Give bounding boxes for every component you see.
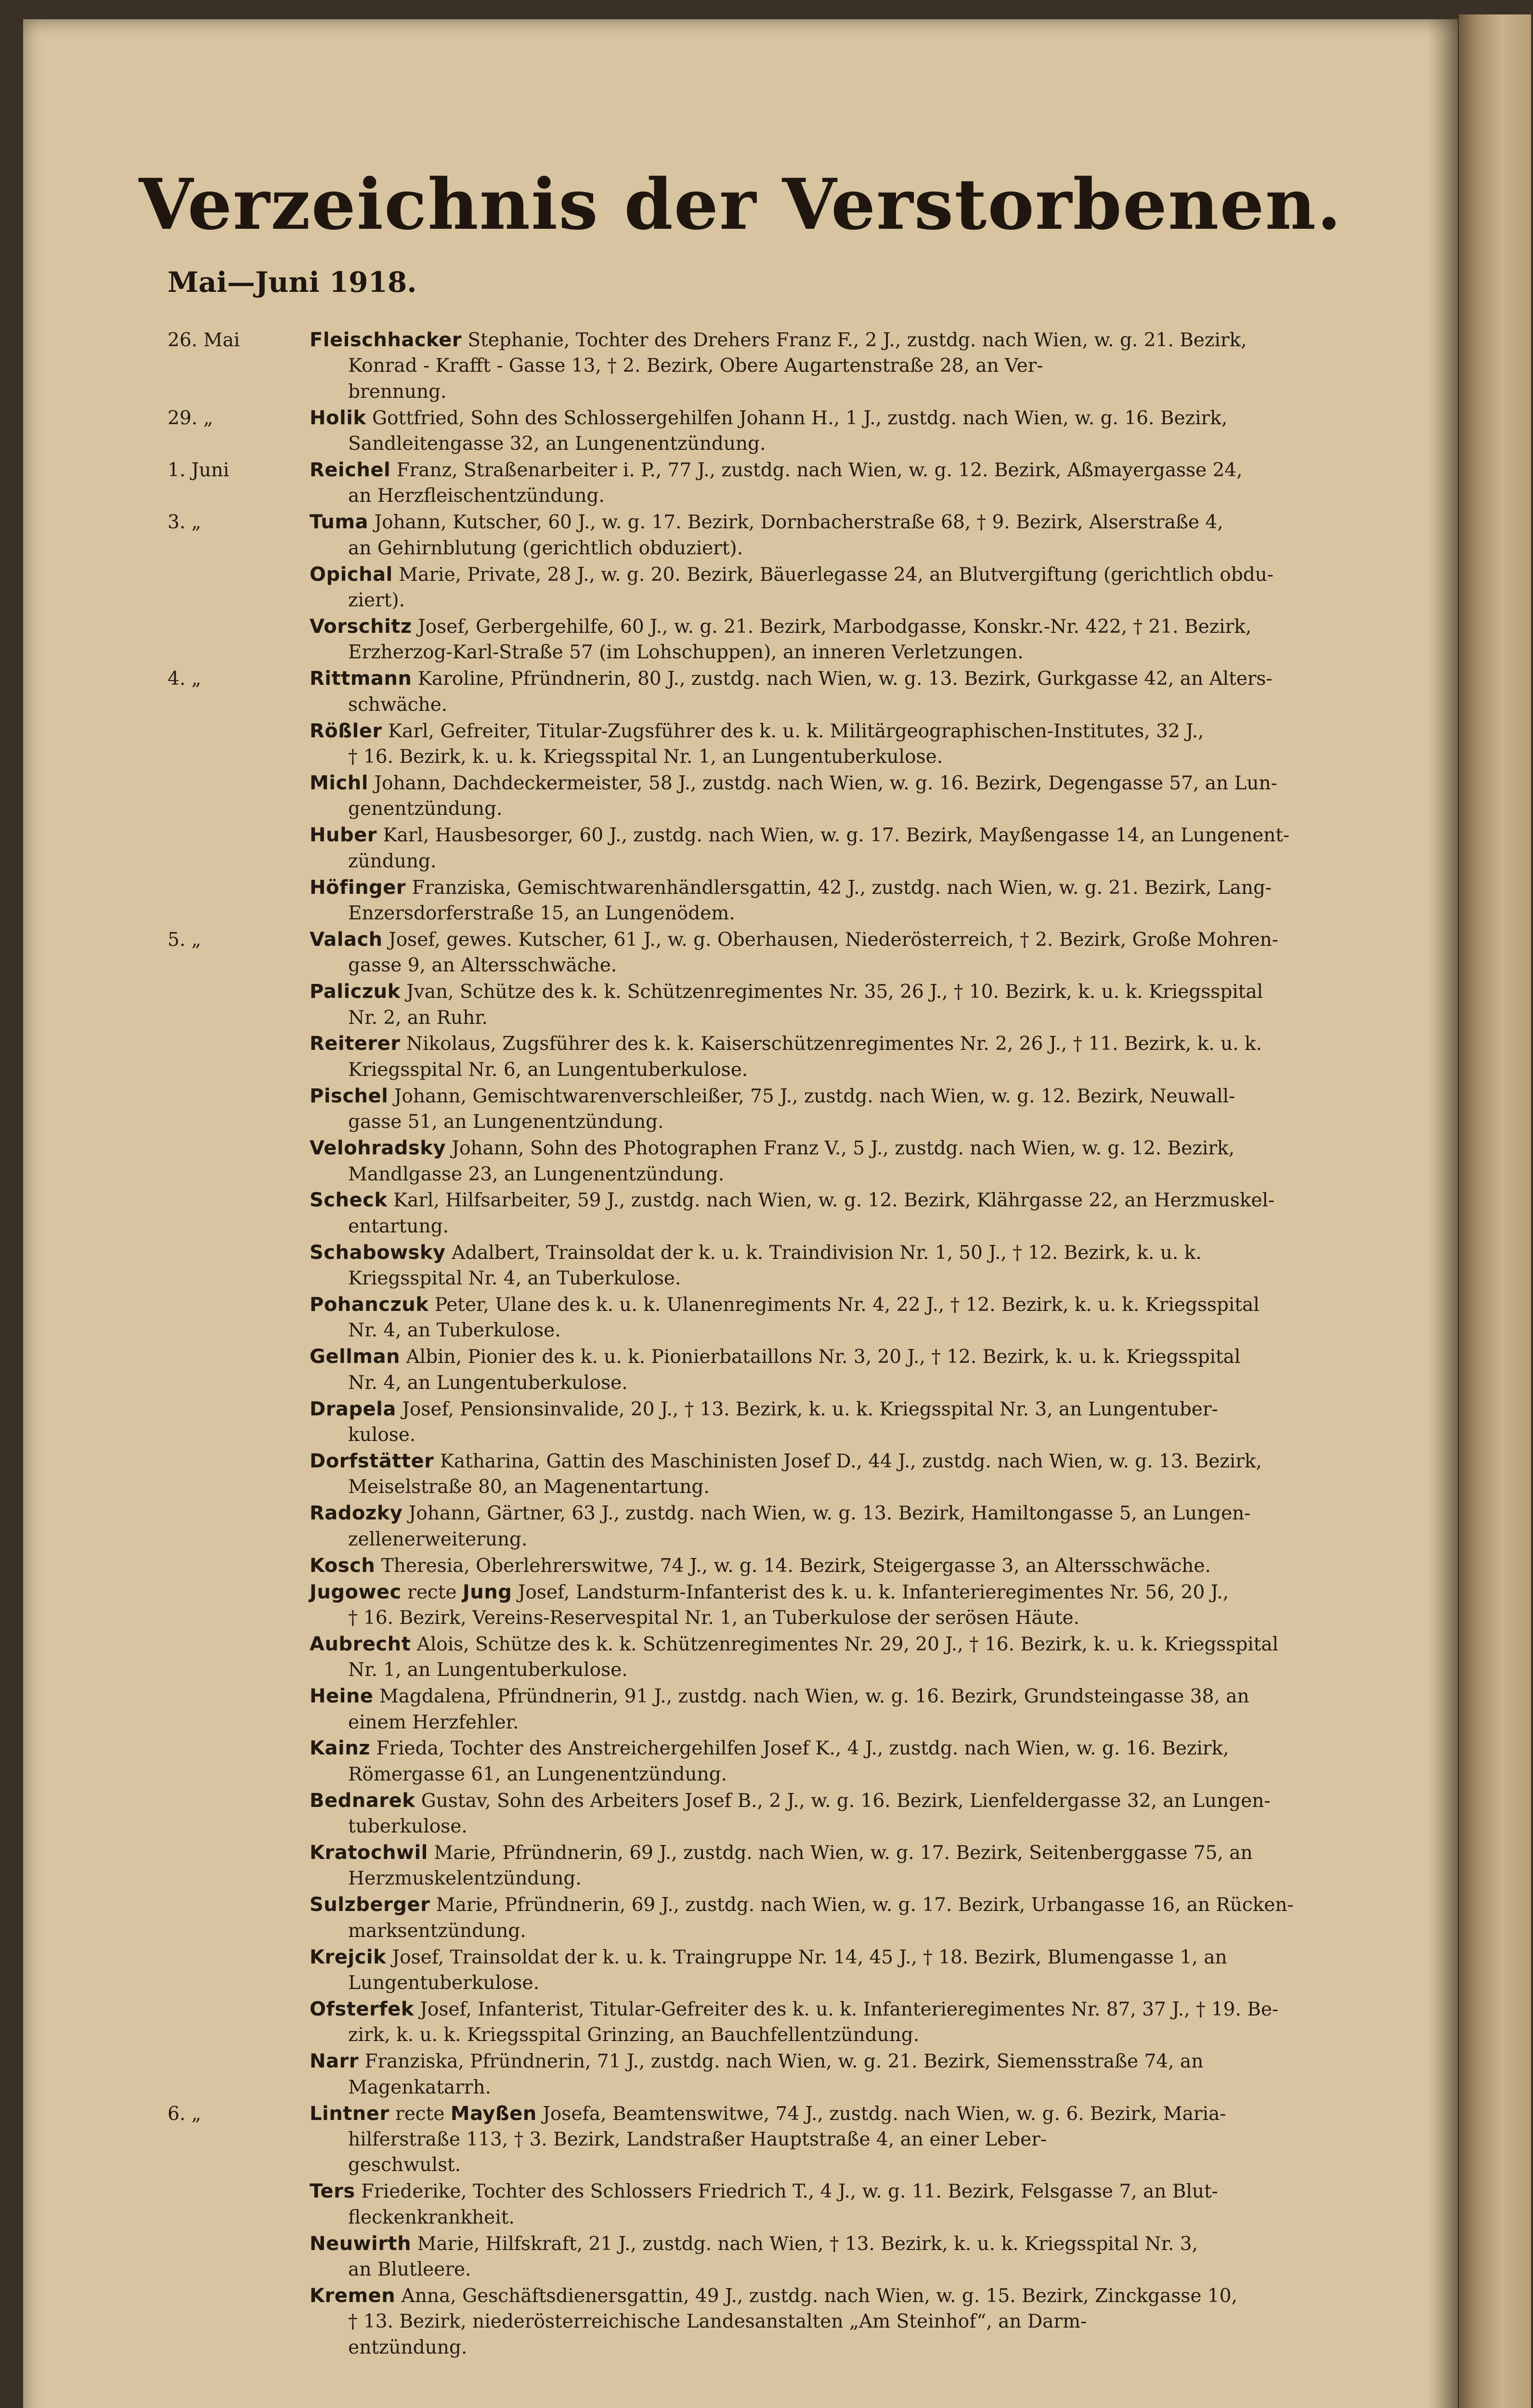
entry-text-line: Holik Gottfried, Sohn des Schlossergehilfen Johann H., 1 J., zustdg. nach Wien, w. g. 16. Bezirk, — [310, 406, 1228, 429]
entry-text-line: Kremen Anna, Geschäftsdienersgattin, 49 J., zustdg. nach Wien, w. g. 15. Bezirk, Zinckgasse 10, — [310, 2284, 1237, 2307]
register-entry — [168, 1344, 1458, 1396]
entry-surname: Jugowec — [310, 1581, 402, 1603]
entry-surname: Valach — [310, 928, 383, 951]
entry-text-line: Radozky Johann, Gärtner, 63 J., zustdg. nach Wien, w. g. 13. Bezirk, Hamiltongasse 5, an Lungen- — [310, 1502, 1251, 1525]
entry-surname: Fleischhacker — [310, 329, 462, 351]
entry-text-line: Magenkatarrh. — [348, 2076, 491, 2098]
entry-text-line: zirk, k. u. k. Kriegsspital Grinzing, an Bauchfellentzündung. — [348, 2024, 920, 2046]
entry-text-line: Krejcik Josef, Trainsoldat der k. u. k. Traingruppe Nr. 14, 45 J., † 18. Bezirk, Blumengasse 1, an — [310, 1946, 1227, 1968]
entry-surname: Reiterer — [310, 1033, 401, 1055]
entry-text-line: Drapela Josef, Pensionsinvalide, 20 J., † 13. Bezirk, k. u. k. Kriegsspital Nr. 3, an Lungentuber- — [310, 1398, 1218, 1420]
register-entry — [168, 1292, 1458, 1344]
entry-text-line: brennung. — [348, 380, 447, 403]
entry-text-line: Nr. 1, an Lungentuberkulose. — [348, 1659, 628, 1681]
register-entry — [168, 2283, 1458, 2360]
entry-text-line: Scheck Karl, Hilfsarbeiter, 59 J., zustdg. nach Wien, w. g. 12. Bezirk, Klährgasse 22, an Herzmuskel- — [310, 1189, 1275, 1212]
entry-text-line: entzündung. — [348, 2336, 468, 2358]
entry-surname: Reichel — [310, 459, 391, 482]
entry-surname: Schabowsky — [310, 1241, 446, 1264]
entry-text-line: Meiselstraße 80, an Magenentartung. — [348, 1476, 710, 1498]
register-entry — [168, 1553, 1458, 1579]
entry-text-line: † 13. Bezirk, niederösterreichische Landesanstalten „Am Steinhof“, an Darm- — [348, 2311, 1087, 2333]
entry-text-line: Sulzberger Marie, Pfründnerin, 69 J., zustdg. nach Wien, w. g. 17. Bezirk, Urbangasse 16, an Rücken- — [310, 1894, 1294, 1916]
entry-text-line: Herzmuskelentzündung. — [348, 1868, 582, 1890]
entry-text-line: Paliczuk Jvan, Schütze des k. k. Schützenregimentes Nr. 35, 26 J., † 10. Bezirk, k. u. k. Kriegsspital — [310, 981, 1263, 1003]
entry-text-line: Kosch Theresia, Oberlehrerswitwe, 74 J., w. g. 14. Bezirk, Steigergasse 3, an Altersschwäche. — [310, 1554, 1211, 1577]
entry-text-line: Schabowsky Adalbert, Trainsoldat der k. u. k. Traindivision Nr. 1, 50 J., † 12. Bezirk, k. u. k. — [310, 1241, 1202, 1264]
entry-text-line: Huber Karl, Hausbesorger, 60 J., zustdg. nach Wien, w. g. 17. Bezirk, Mayßengasse 14, an Lungenent- — [310, 824, 1290, 847]
entry-surname: Heine — [310, 1685, 374, 1708]
register-entry — [168, 510, 1458, 561]
entry-text-line: Reichel Franz, Straßenarbeiter i. P., 77 J., zustdg. nach Wien, w. g. 12. Bezirk, Aßmayergasse 24, — [310, 459, 1243, 482]
entry-surname: Sulzberger — [310, 1894, 430, 1916]
entry-text-line: einem Herzfehler. — [348, 1711, 519, 1733]
register-entry — [168, 458, 1458, 509]
entry-text-line: Lungentuberkulose. — [348, 1972, 539, 1994]
entry-surname: Opichal — [310, 563, 393, 586]
entry-surname: Aubrecht — [310, 1633, 411, 1655]
entry-text-line: Konrad - Krafft - Gasse 13, † 2. Bezirk, Obere Augartenstraße 28, an Ver- — [348, 355, 1043, 377]
entry-surname: Bednarek — [310, 1789, 416, 1812]
entry-text-line: hilferstraße 113, † 3. Bezirk, Landstraßer Hauptstraße 4, an einer Leber- — [348, 2129, 1047, 2151]
register-entry — [168, 719, 1458, 770]
entry-text-line: Nr. 4, an Lungentuberkulose. — [348, 1372, 628, 1394]
register-entry — [168, 562, 1458, 614]
entry-text-line: † 16. Bezirk, Vereins-Reservespital Nr. 1, an Tuberkulose der serösen Häute. — [348, 1607, 1079, 1629]
entry-surname: Ters — [310, 2180, 355, 2203]
entry-surname: Kratochwil — [310, 1842, 428, 1864]
register-entry — [168, 1840, 1458, 1892]
entry-text-line: gasse 51, an Lungenentzündung. — [348, 1111, 664, 1133]
entry-surname: Huber — [310, 824, 377, 847]
register-entry — [168, 1632, 1458, 1683]
register-entry — [168, 2179, 1458, 2230]
entry-text-line: Sandleitengasse 32, an Lungenentzündung. — [348, 433, 766, 455]
entry-text-line: Bednarek Gustav, Sohn des Arbeiters Josef B., 2 J., w. g. 16. Bezirk, Lienfeldergasse 32, an Lungen- — [310, 1789, 1271, 1812]
entry-text-line: Narr Franziska, Pfründnerin, 71 J., zustdg. nach Wien, w. g. 21. Bezirk, Siemensstraße 74, an — [310, 2050, 1204, 2073]
entry-date: 5. „ — [168, 929, 201, 951]
entry-surname: Rößler — [310, 720, 382, 742]
entry-text-line: entartung. — [348, 1215, 449, 1237]
entry-surname: Pohanczuk — [310, 1294, 429, 1316]
entry-text-line: zellenerweiterung. — [348, 1528, 528, 1550]
entry-text-line: Kratochwil Marie, Pfründnerin, 69 J., zustdg. nach Wien, w. g. 17. Bezirk, Seitenberggasse 75, an — [310, 1842, 1253, 1864]
entry-text-line: Valach Josef, gewes. Kutscher, 61 J., w. g. Oberhausen, Niederösterreich, † 2. Bezirk, Große Mohren- — [310, 928, 1278, 951]
document-page — [23, 19, 1458, 2408]
entry-text-line: Ofsterfek Josef, Infanterist, Titular-Gefreiter des k. u. k. Infanterieregimentes Nr. 87, 37 J., † 19. Be- — [310, 1998, 1279, 2020]
entry-surname: Kremen — [310, 2284, 396, 2307]
entry-text-line: Reiterer Nikolaus, Zugsführer des k. k. Kaiserschützenregimentes Nr. 2, 26 J., † 11. Bezirk, k. u. k. — [310, 1033, 1262, 1055]
entry-text-line: Neuwirth Marie, Hilfskraft, 21 J., zustdg. nach Wien, † 13. Bezirk, k. u. k. Kriegsspital Nr. 3, — [310, 2232, 1198, 2255]
period-heading: Mai—Juni 1918. — [168, 266, 417, 299]
register-entry — [168, 666, 1458, 718]
entry-text-line: Lintner recte Mayßen Josefa, Beamtenswitwe, 74 J., zustdg. nach Wien, w. g. 6. Bezirk, Maria- — [310, 2102, 1226, 2125]
entry-text-line: geschwulst. — [348, 2154, 461, 2176]
register-entry — [168, 1788, 1458, 1840]
register-entry — [168, 406, 1458, 457]
register-entry — [168, 614, 1458, 666]
entry-text-line: Fleischhacker Stephanie, Tochter des Drehers Franz F., 2 J., zustdg. nach Wien, w. g. 21. Bezirk, — [310, 329, 1247, 351]
entry-text-line: Nr. 2, an Ruhr. — [348, 1007, 488, 1029]
register-entry — [168, 1736, 1458, 1787]
entry-text-line: Kainz Frieda, Tochter des Anstreichergehilfen Josef K., 4 J., zustdg. nach Wien, w. g. 16. Bezirk, — [310, 1737, 1229, 1760]
entry-surname-recte: Mayßen — [450, 2102, 537, 2125]
entry-text-line: Rößler Karl, Gefreiter, Titular-Zugsführer des k. u. k. Militärgeographischen-Institutes, 32 J., — [310, 720, 1204, 742]
entry-text-line: Höfinger Franziska, Gemischtwarenhändlersgattin, 42 J., zustdg. nach Wien, w. g. 21. Bezirk, Lang- — [310, 876, 1272, 899]
entry-text-line: Mandlgasse 23, an Lungenentzündung. — [348, 1163, 725, 1185]
entry-surname: Scheck — [310, 1189, 388, 1212]
entry-date: 29. „ — [168, 407, 213, 429]
entry-surname: Neuwirth — [310, 2232, 412, 2255]
entry-recte: recte — [395, 2103, 451, 2125]
entry-text-line: Opichal Marie, Private, 28 J., w. g. 20. Bezirk, Bäuerlegasse 24, an Blutvergiftung (gerichtlich obdu- — [310, 563, 1273, 586]
entry-text-line: Erzherzog-Karl-Straße 57 (im Lohschuppen), an inneren Verletzungen. — [348, 641, 1024, 664]
entry-text-line: Rittmann Karoline, Pfründnerin, 80 J., zustdg. nach Wien, w. g. 13. Bezirk, Gurkgasse 42, an Alters- — [310, 667, 1273, 690]
register-entry — [168, 1449, 1458, 1500]
entry-text-line: Dorfstätter Katharina, Gattin des Maschinisten Josef D., 44 J., zustdg. nach Wien, w. g. 13. Bezirk, — [310, 1450, 1262, 1472]
entry-text-line: gasse 9, an Altersschwäche. — [348, 955, 617, 977]
entry-text-line: Enzersdorferstraße 15, an Lungenödem. — [348, 902, 735, 924]
entry-surname: Pischel — [310, 1085, 389, 1107]
entry-text-line: an Herzfleischentzündung. — [348, 485, 605, 507]
entry-text-line: Römergasse 61, an Lungenentzündung. — [348, 1763, 727, 1785]
entry-text-line: zündung. — [348, 850, 437, 872]
entry-text-line: ziert). — [348, 589, 405, 612]
entry-surname: Kainz — [310, 1737, 370, 1760]
entry-text-line: Tuma Johann, Kutscher, 60 J., w. g. 17. Bezirk, Dornbacherstraße 68, † 9. Bezirk, Alserstraße 4, — [310, 511, 1223, 534]
entry-text-line: Gellman Albin, Pionier des k. u. k. Pionierbataillons Nr. 3, 20 J., † 12. Bezirk, k. u. k. Kriegsspital — [310, 1346, 1241, 1368]
register-entry — [168, 1136, 1458, 1187]
entry-date: 6. „ — [168, 2103, 201, 2125]
entry-surname: Krejcik — [310, 1946, 387, 1968]
entry-surname: Velohradsky — [310, 1137, 446, 1160]
register-entry — [168, 979, 1458, 1031]
entry-surname: Tuma — [310, 511, 369, 534]
entry-date: 1. Juni — [168, 459, 229, 482]
entry-text-line: Michl Johann, Dachdeckermeister, 58 J., zustdg. nach Wien, w. g. 16. Bezirk, Degengasse 57, an Lun- — [310, 772, 1277, 794]
entry-text-line: schwäche. — [348, 694, 448, 716]
register-entry — [168, 1892, 1458, 1944]
entry-date: 26. Mai — [168, 329, 240, 351]
entry-text-line: Heine Magdalena, Pfründnerin, 91 J., zustdg. nach Wien, w. g. 16. Bezirk, Grundsteingasse 38, an — [310, 1685, 1249, 1708]
register-entry — [168, 823, 1458, 874]
entry-text-line: marksentzündung. — [348, 1920, 526, 1942]
entry-surname: Rittmann — [310, 667, 412, 690]
entry-text-line: genentzündung. — [348, 798, 503, 820]
entry-text-line: tuberkulose. — [348, 1816, 468, 1838]
entry-text-line: fleckenkrankheit. — [348, 2206, 515, 2228]
entry-text-line: † 16. Bezirk, k. u. k. Kriegsspital Nr. 1, an Lungentuberkulose. — [348, 746, 943, 768]
entry-surname-recte: Jung — [462, 1581, 512, 1603]
register-entry — [168, 1945, 1458, 1996]
register-entry — [168, 1397, 1458, 1448]
entry-surname: Narr — [310, 2050, 359, 2073]
register-entry — [168, 927, 1458, 979]
entry-text-line: Vorschitz Josef, Gerbergehilfe, 60 J., w. g. 21. Bezirk, Marbodgasse, Konskr.-Nr. 422, † 21. Bezirk, — [310, 615, 1252, 638]
entry-surname: Höfinger — [310, 876, 406, 899]
page-gutter-shadow — [1428, 19, 1461, 2408]
entry-surname: Gellman — [310, 1346, 401, 1368]
register-entry — [168, 1684, 1458, 1735]
death-register-list — [168, 327, 1458, 2361]
register-entry — [168, 2101, 1458, 2178]
register-entry — [168, 1031, 1458, 1083]
entry-text-line: Velohradsky Johann, Sohn des Photographen Franz V., 5 J., zustdg. nach Wien, w. g. 12. Bezirk, — [310, 1137, 1235, 1160]
entry-date: 3. „ — [168, 511, 201, 534]
entry-text-line: Kriegsspital Nr. 6, an Lungentuberkulose. — [348, 1059, 748, 1081]
entry-text-line: an Gehirnblutung (gerichtlich obduziert). — [348, 537, 743, 559]
register-entry — [168, 2049, 1458, 2100]
register-entry — [168, 1997, 1458, 2048]
entry-text-line: Pohanczuk Peter, Ulane des k. u. k. Ulanenregiments Nr. 4, 22 J., † 12. Bezirk, k. u. k. Kriegsspital — [310, 1294, 1260, 1316]
register-entry — [168, 875, 1458, 927]
entry-surname: Paliczuk — [310, 981, 401, 1003]
next-page-edge — [1459, 14, 1531, 2408]
entry-text-line: an Blutleere. — [348, 2259, 471, 2281]
entry-surname: Michl — [310, 772, 368, 794]
entry-surname: Kosch — [310, 1554, 376, 1577]
entry-text-line: kulose. — [348, 1424, 416, 1446]
entry-text-line: Jugowec recte Jung Josef, Landsturm-Infanterist des k. u. k. Infanterieregimentes Nr. 56, 20 J., — [310, 1581, 1229, 1603]
entry-surname: Drapela — [310, 1398, 396, 1420]
register-entry — [168, 1501, 1458, 1552]
page-title: Verzeichnis der Verstorbenen. — [139, 164, 1342, 246]
register-entry — [168, 1240, 1458, 1292]
entry-text-line: Aubrecht Alois, Schütze des k. k. Schützenregimentes Nr. 29, 20 J., † 16. Bezirk, k. u. k. Kriegsspital — [310, 1633, 1279, 1655]
entry-surname: Lintner — [310, 2102, 390, 2125]
entry-surname: Dorfstätter — [310, 1450, 434, 1472]
register-entry — [168, 1084, 1458, 1135]
register-entry — [168, 771, 1458, 822]
entry-surname: Ofsterfek — [310, 1998, 414, 2020]
entry-date: 4. „ — [168, 668, 201, 690]
entry-text-line: Kriegsspital Nr. 4, an Tuberkulose. — [348, 1268, 681, 1290]
entry-surname: Holik — [310, 406, 366, 429]
register-entry — [168, 2231, 1458, 2283]
register-entry — [168, 1580, 1458, 1631]
entry-recte: recte — [407, 1581, 463, 1603]
entry-text-line: Ters Friederike, Tochter des Schlossers Friedrich T., 4 J., w. g. 11. Bezirk, Felsgasse 7, an Blut- — [310, 2180, 1218, 2203]
entry-surname: Radozky — [310, 1502, 403, 1525]
entry-surname: Vorschitz — [310, 615, 412, 638]
register-entry — [168, 1188, 1458, 1239]
entry-text-line: Nr. 4, an Tuberkulose. — [348, 1320, 561, 1342]
entry-text-line: Pischel Johann, Gemischtwarenverschleißer, 75 J., zustdg. nach Wien, w. g. 12. Bezirk, Neuwall- — [310, 1085, 1235, 1107]
register-entry — [168, 327, 1458, 405]
